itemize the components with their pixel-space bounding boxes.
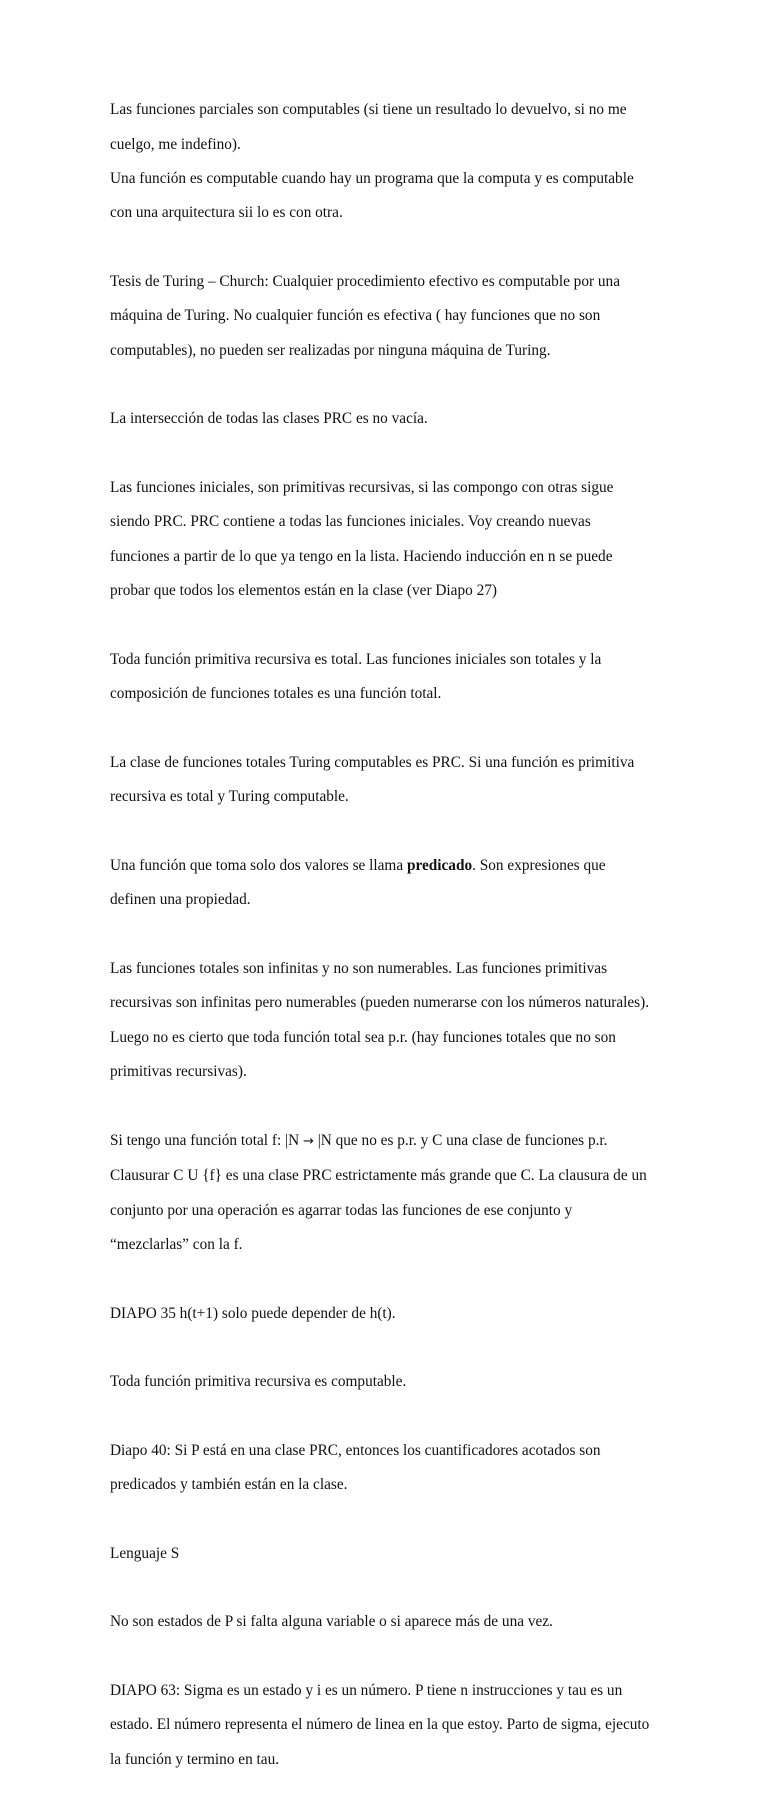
text-line: Toda función primitiva recursiva es total. Las funciones iniciales son totales y la [110,650,602,668]
text-line: máquina de Turing. No cualquier función es efectiva ( hay funciones que no son [110,307,601,325]
text-line: Una función es computable cuando hay un programa que la computa y es computable [110,170,634,188]
text-line: Diapo 40: Si P está en una clase PRC, entonces los cuantificadores acotados son [110,1441,601,1459]
text-segment: . Son expresiones que [472,856,606,874]
text-line: DIAPO 63: Sigma es un estado y i es un número. P tiene n instrucciones y tau es un [110,1682,623,1700]
text-segment: Una función que toma solo dos valores se llama [110,856,407,874]
text-line: estado. El número representa el número de linea en la que estoy. Parto de sigma, ejecuto [110,1716,650,1734]
arrow-right-icon: → [302,1133,314,1149]
text-line: Toda función primitiva recursiva es computable. [110,1373,407,1391]
text-line: La clase de funciones totales Turing computables es PRC. Si una función es primitiva [110,753,635,771]
text-segment: |N que no es p.r. y C una clase de funciones p.r. [313,1131,608,1149]
paragraph-turing-computables-prc [110,737,670,823]
text-line: siendo PRC. PRC contiene a todas las funciones iniciales. Voy creando nuevas [110,513,591,531]
text-line: La intersección de todas las clases PRC es no vacía. [110,410,428,428]
text-line: la función y termino en tau. [110,1750,280,1768]
text-line-funcion-total [110,1132,670,1150]
paragraph-diapo-63 [110,1665,670,1785]
paragraph-primitiva-recursiva-total [110,634,670,720]
text-line: Luego no es cierto que toda función total sea p.r. (hay funciones totales que no son [110,1028,616,1046]
text-line: Lenguaje S [110,1544,180,1562]
text-line: No son estados de P si falta alguna variable o si aparece más de una vez. [110,1613,553,1631]
paragraph-funciones-parciales [110,84,670,239]
text-line: composición de funciones totales es una función total. [110,685,442,703]
text-line: con una arquitectura sii lo es con otra. [110,204,343,222]
text-line: conjunto por una operación es agarrar todas las funciones de ese conjunto y [110,1201,573,1219]
text-line: probar que todos los elementos están en la clase (ver Diapo 27) [110,582,497,600]
text-line: Clausurar C U {f} es una clase PRC estrictamente más grande que C. La clausura de un [110,1167,647,1185]
predicado-term: predicado [406,856,473,874]
paragraph-estados-p [110,1596,670,1648]
paragraph-clausura [110,1115,670,1271]
text-line: predicados y también están en la clase. [110,1476,348,1494]
paragraph-interseccion-prc [110,393,670,445]
text-line: definen una propiedad. [110,891,251,909]
text-line: “mezclarlas” con la f. [110,1235,243,1253]
paragraph-tesis-turing-church [110,256,670,376]
text-line: computables), no pueden ser realizadas por ninguna máquina de Turing. [110,341,551,359]
text-line: recursivas son infinitas pero numerables (pueden numerarse con los números naturales). [110,994,650,1012]
paragraph-funciones-totales-infinitas [110,943,670,1098]
paragraph-funciones-iniciales [110,462,670,617]
text-segment: Si tengo una función total f: |N [110,1131,303,1149]
text-line-predicado [110,857,670,874]
text-line: Las funciones totales son infinitas y no son numerables. Las funciones primitivas [110,959,608,977]
text-line: Las funciones iniciales, son primitivas recursivas, si las compongo con otras sigue [110,479,614,497]
paragraph-diapo-35 [110,1287,670,1339]
paragraph-lenguaje-s [110,1528,670,1580]
text-line: Tesis de Turing – Church: Cualquier procedimiento efectivo es computable por una [110,273,620,291]
text-line: DIAPO 35 h(t+1) solo puede depender de h(t). [110,1304,396,1322]
text-line: funciones a partir de lo que ya tengo en la lista. Haciendo inducción en n se puede [110,547,613,565]
paragraph-diapo-40 [110,1425,670,1511]
text-line: Las funciones parciales son computables (si tiene un resultado lo devuelvo, si no me [110,101,627,119]
text-line: cuelgo, me indefino). [110,135,241,153]
document-page [110,84,670,1802]
text-line: primitivas recursivas). [110,1063,247,1081]
paragraph-predicado [110,840,670,926]
paragraph-primitiva-computable [110,1356,670,1408]
text-line: recursiva es total y Turing computable. [110,788,349,806]
